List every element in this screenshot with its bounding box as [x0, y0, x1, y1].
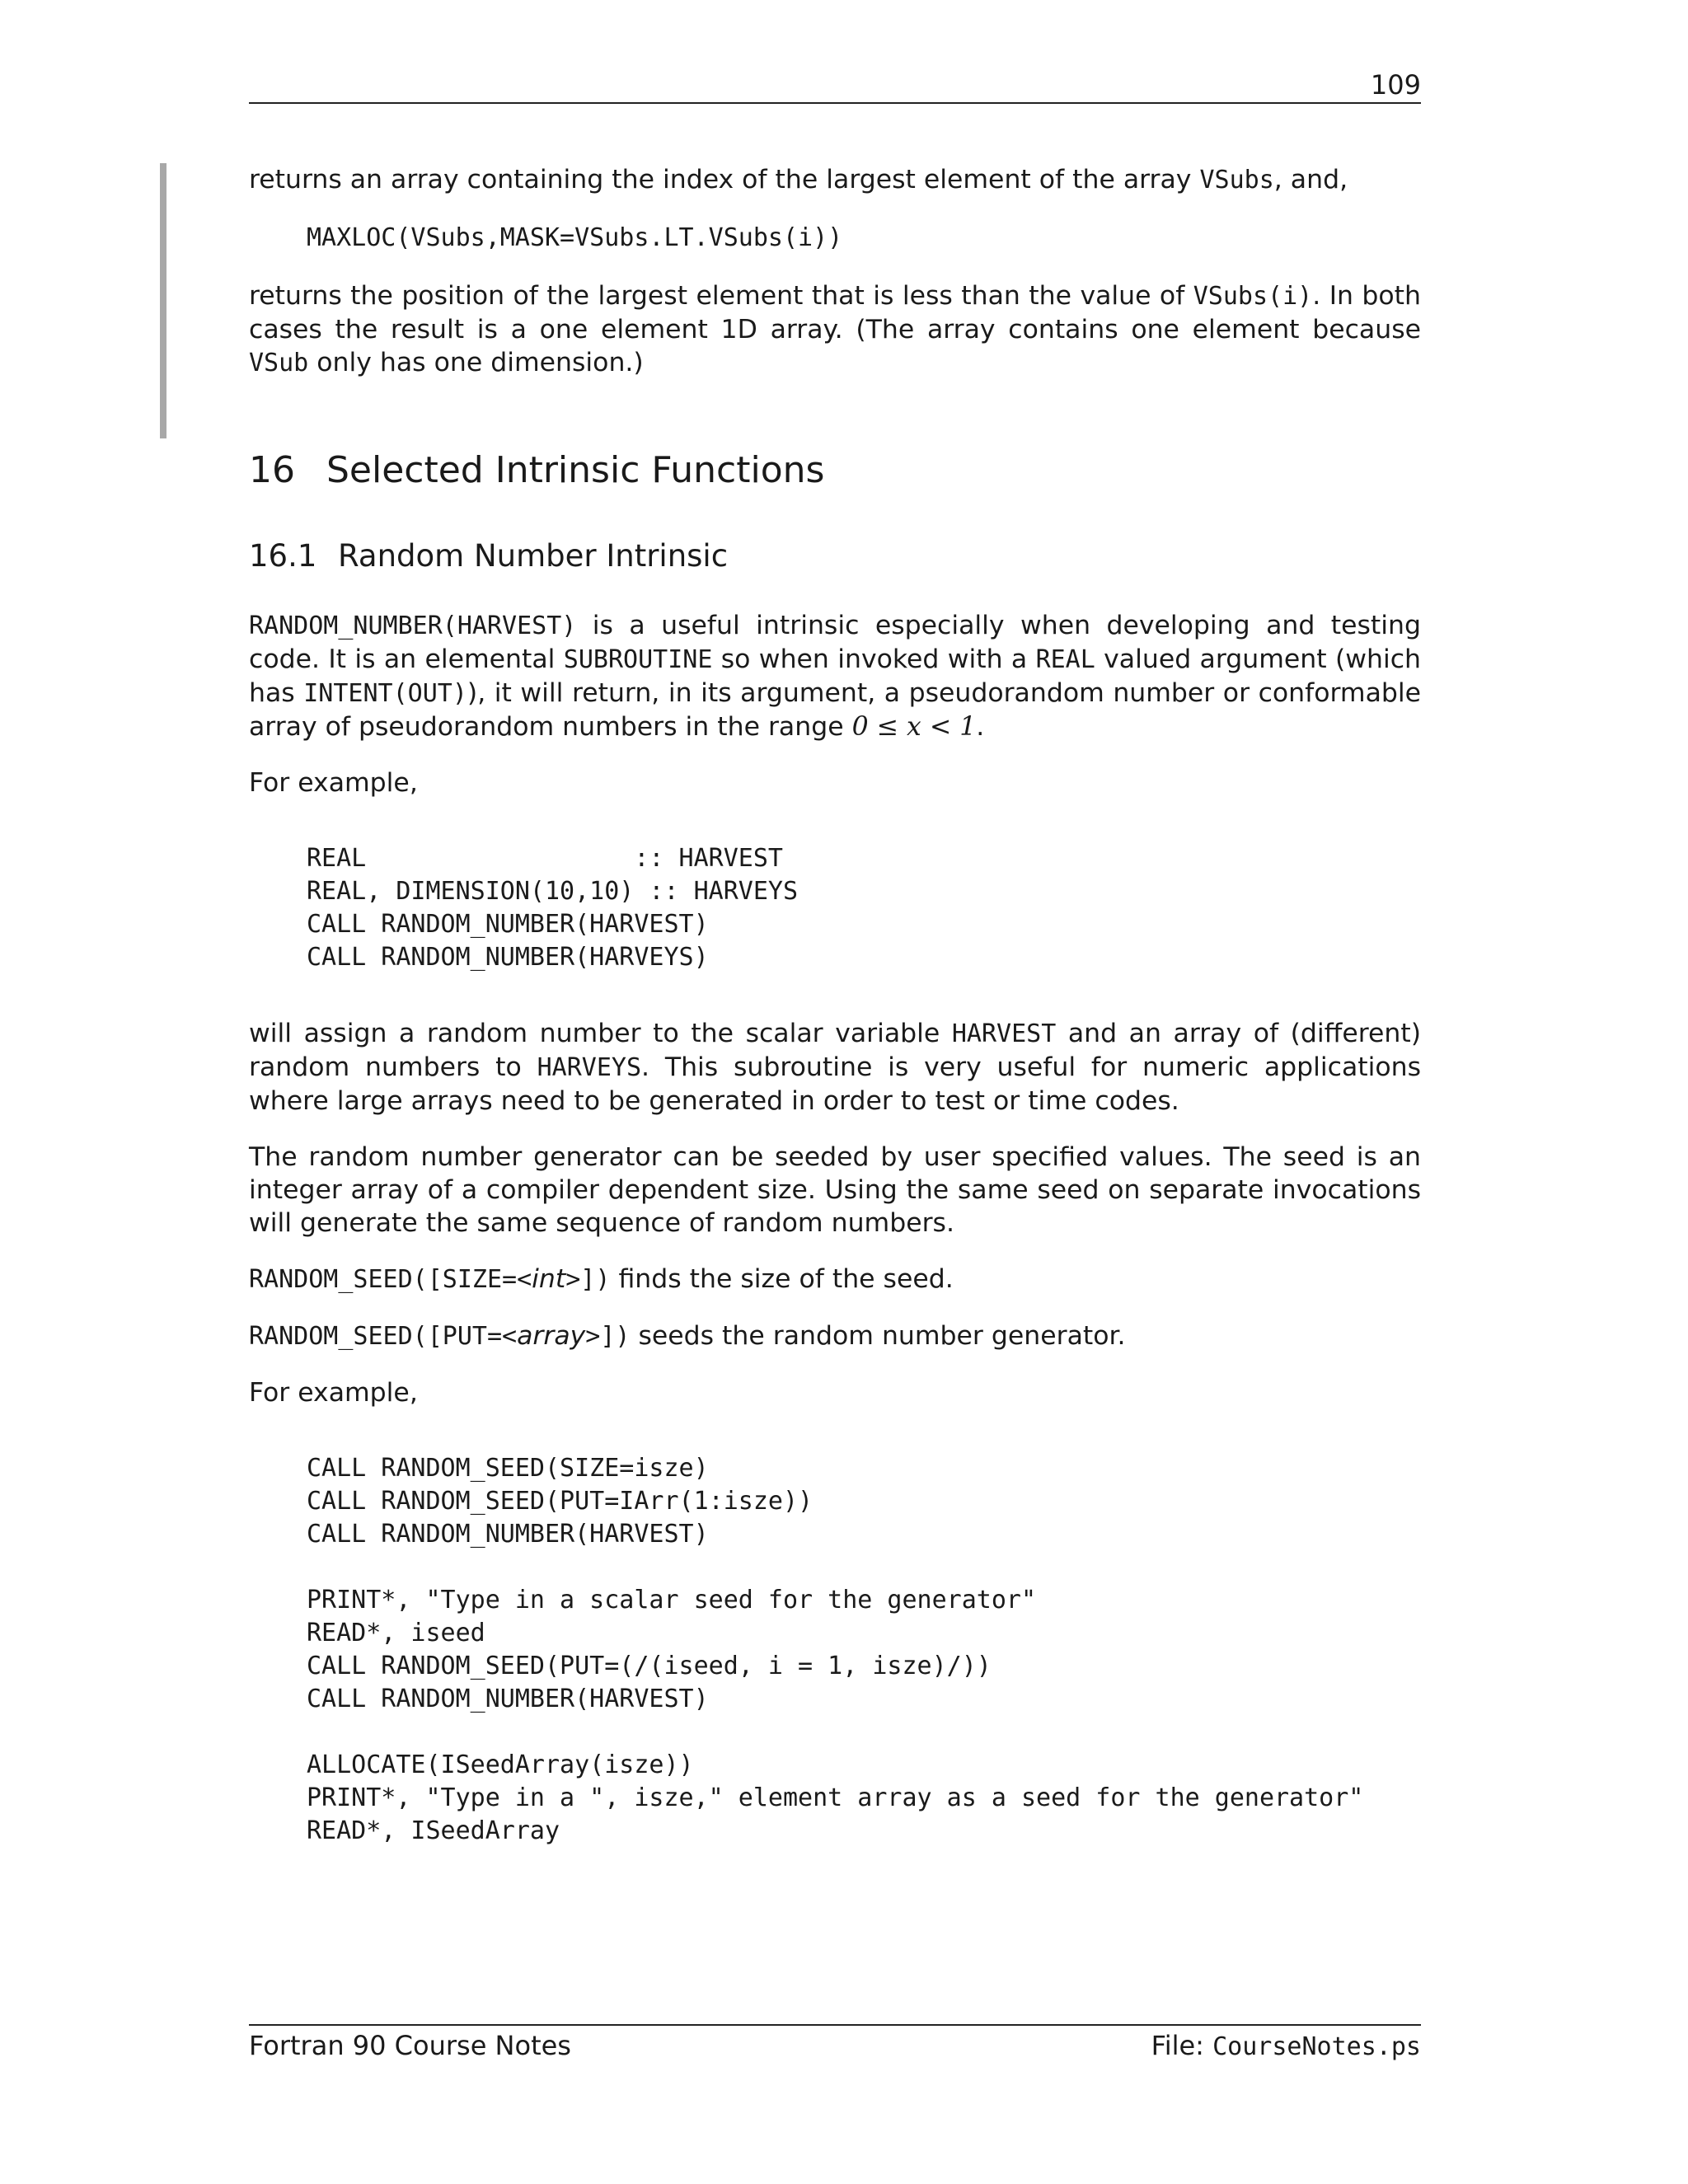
- footer-title: Fortran 90 Course Notes: [249, 2030, 571, 2061]
- paragraph-random-seed-size: RANDOM_SEED([SIZE=<int>]) finds the size of the seed.: [249, 1264, 954, 1294]
- code-block-random-number: REAL :: HARVEST REAL, DIMENSION(10,10) :: HARVEYS CALL RANDOM_NUMBER(HARVEST) CALL RANDOM_NUMBER(HARVEYS): [307, 844, 799, 972]
- page-number: 109: [1370, 69, 1421, 101]
- math-range: 0 ≤ x < 1: [851, 712, 977, 742]
- paragraph-harvest: will assign a random number to the scalar variable HARVEST and an array of (different) random numbers to HARVEYS. This subroutine is very useful for numeric applications where large arrays need to be generated in order to test or time codes.: [249, 1019, 1422, 1116]
- paragraph-for-example-1: For example,: [249, 768, 418, 798]
- change-bar: [160, 163, 166, 438]
- subsection-heading: 16.1 Random Number Intrinsic: [249, 538, 729, 574]
- paragraph-for-example-2: For example,: [249, 1378, 418, 1408]
- paragraph-random-seed-put: RANDOM_SEED([PUT=<array>]) seeds the random number generator.: [249, 1321, 1126, 1351]
- code-block-maxloc: MAXLOC(VSubs,MASK=VSubs.LT.VSubs(i)): [307, 223, 843, 252]
- section-heading: 16 Selected Intrinsic Functions: [249, 449, 825, 491]
- footer-rule: [249, 2024, 1421, 2026]
- page-content: [249, 163, 1421, 1848]
- paragraph-seed: The random number generator can be seeded by user specified values. The seed is an integer array of a compiler dependent size. Using the same seed on separate invocations will generate the same sequence of random numbers.: [249, 1142, 1421, 1238]
- footer-file: File: CourseNotes.ps: [1151, 2030, 1421, 2061]
- paragraph-maxloc-intro: returns an array containing the index of the largest element of the array VSubs, and,: [249, 165, 1348, 194]
- paragraph-maxloc-result: returns the position of the largest element that is less than the value of VSubs(i). In both cases the result is a one element 1D array. (The array contains one element because VSub only has one dimension.): [249, 281, 1421, 377]
- code-block-random-seed: CALL RANDOM_SEED(SIZE=isze) CALL RANDOM_SEED(PUT=IArr(1:isze)) CALL RANDOM_NUMBER(HARVEST) PRINT*, "Type in a scalar seed for the generator" READ*, iseed CALL RANDOM_SEED(PUT=(/(iseed, i = 1, isze)/)) CALL RANDOM_NUMBER(HARVEST) ALLOCATE(ISeedArray(isze)) PRINT*, "Type in a ", isze," element array as a seed for the generator" READ*, ISeedArray: [307, 1454, 1364, 1845]
- header-rule: [249, 102, 1421, 104]
- paragraph-random-number: RANDOM_NUMBER(HARVEST) is a useful intrinsic especially when developing and testing code. It is an elemental SUBROUTINE so when invoked with a REAL valued argument (which has INTENT(OUT)), it will return, in its argument, a pseudorandom number or conformable array of pseudorandom numbers in the range 0 ≤ x < 1.: [249, 611, 1422, 742]
